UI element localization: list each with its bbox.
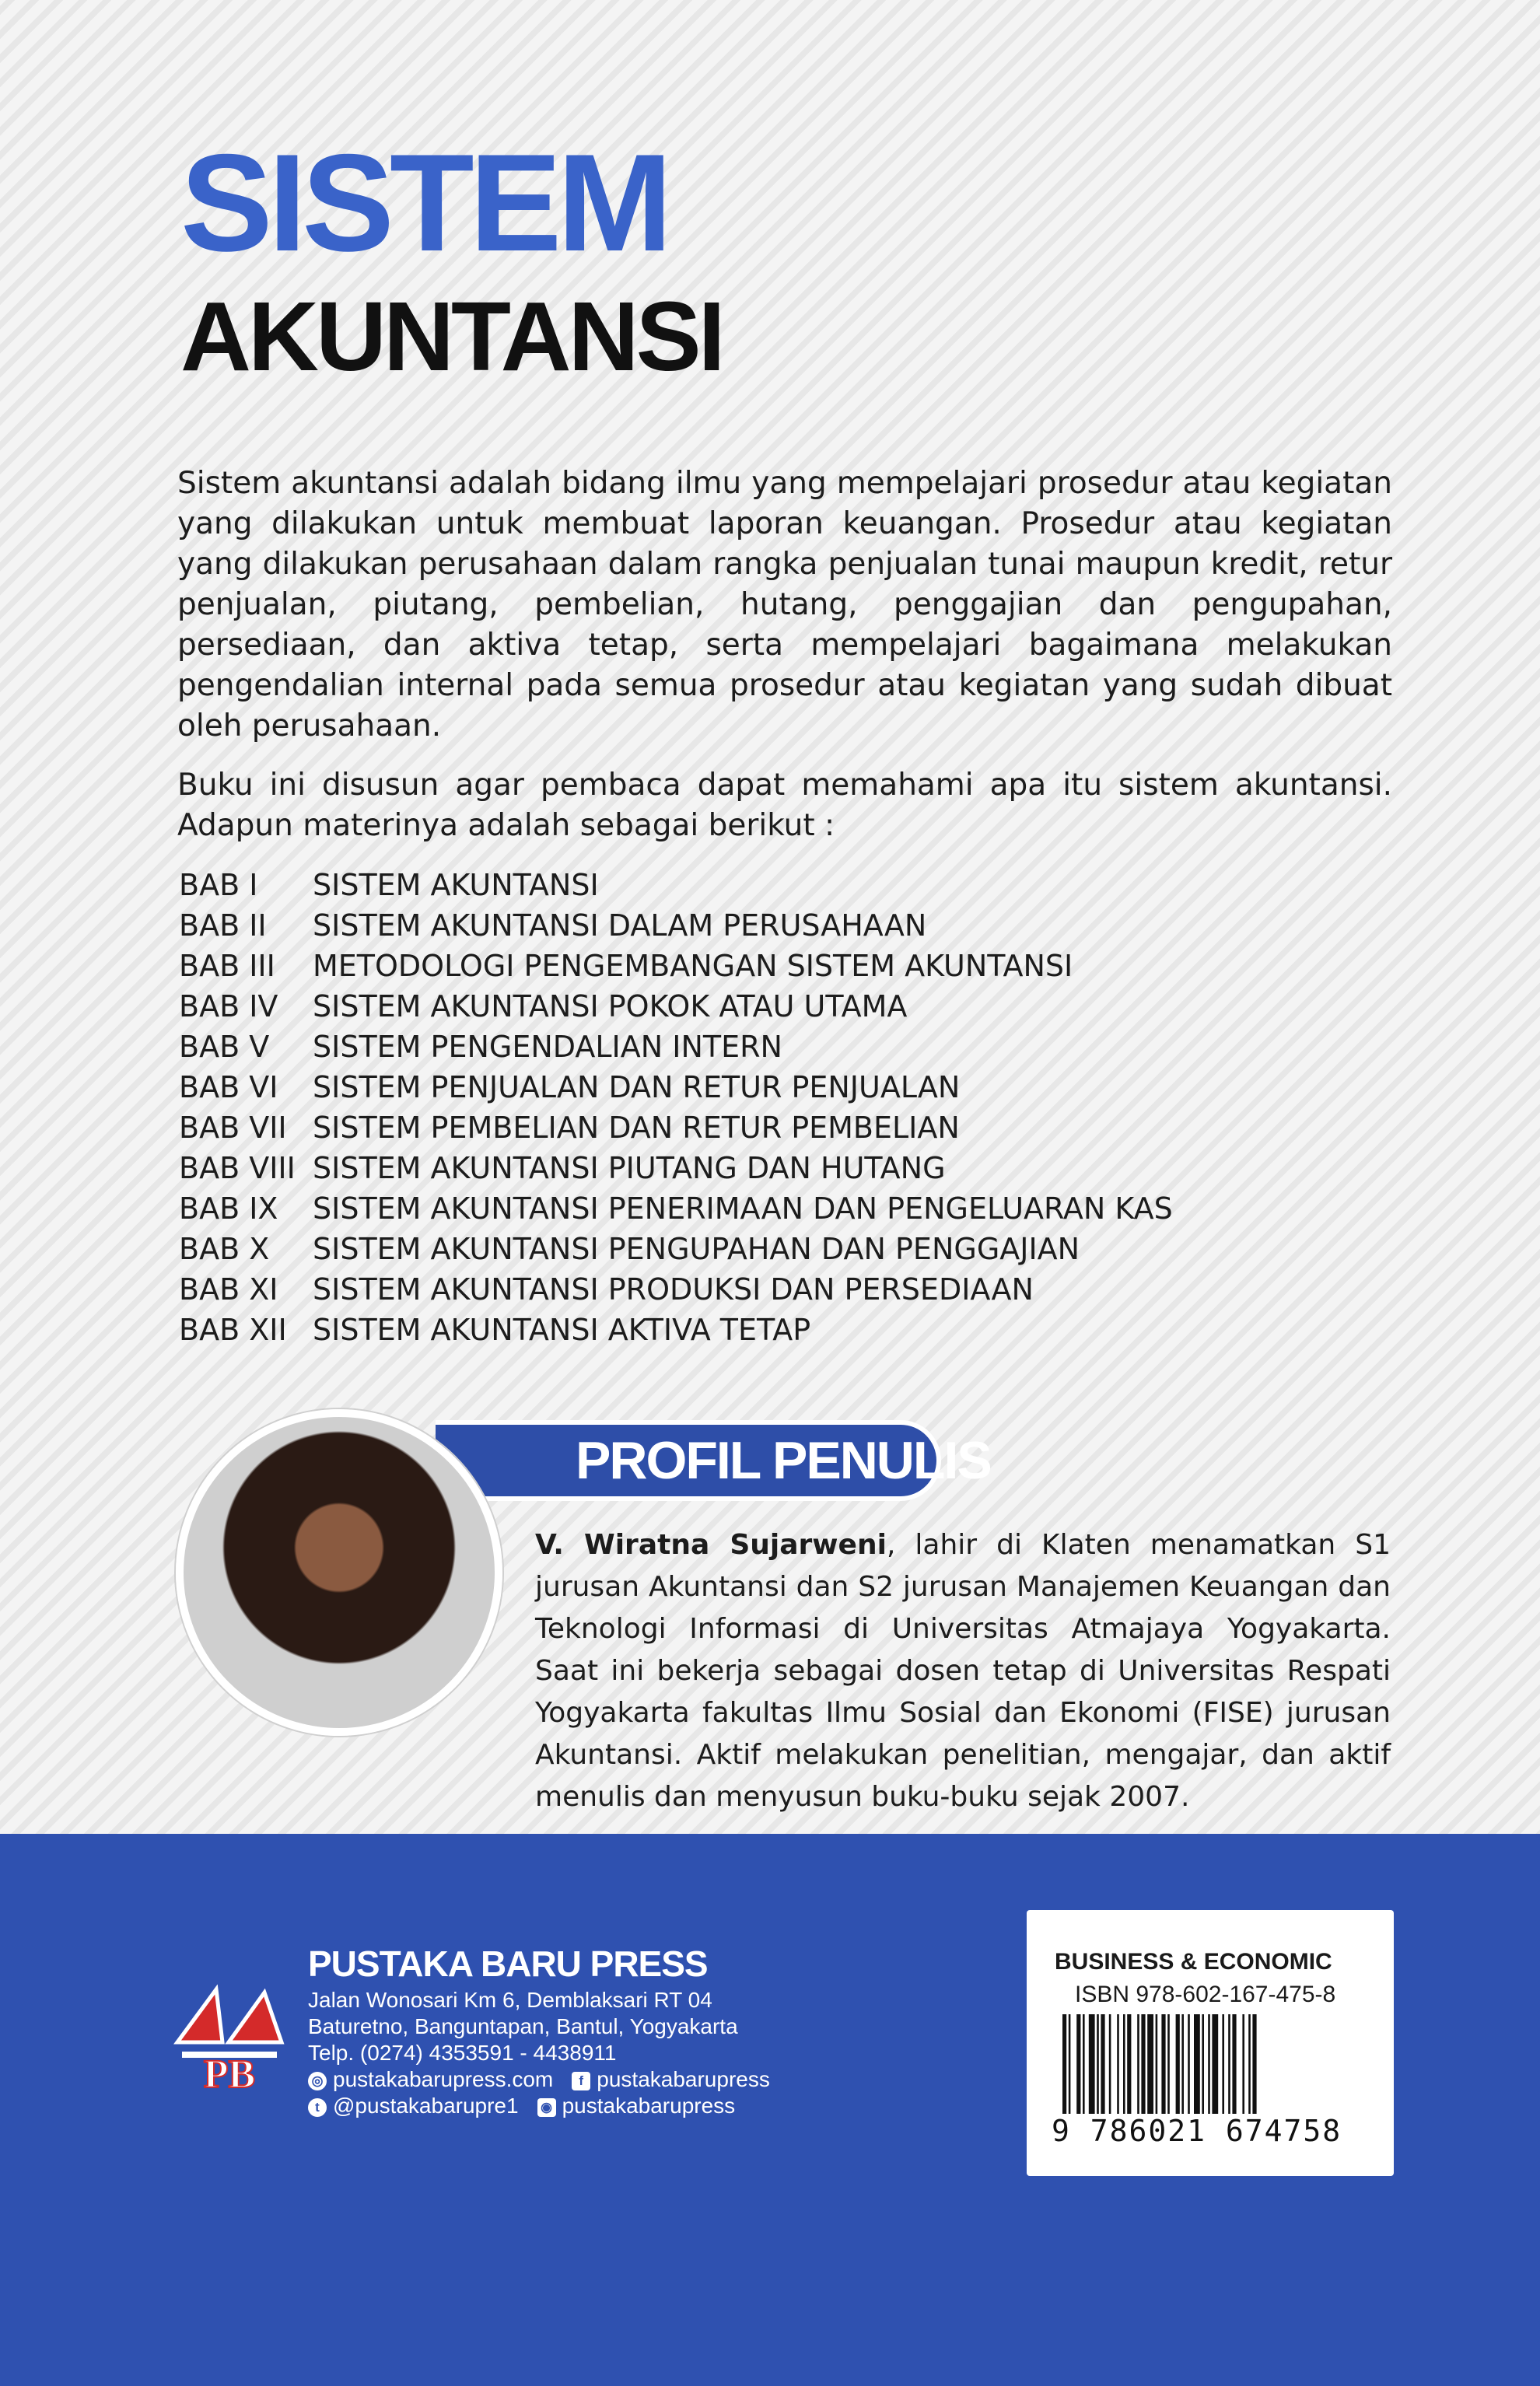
globe-icon: ◎ [308, 2072, 327, 2090]
barcode-bar [1161, 2014, 1165, 2114]
barcode-bar [1202, 2014, 1204, 2114]
barcode-bar [1222, 2014, 1224, 2114]
author-bio-text: , lahir di Klaten menamatkan S1 jurusan Akuntansi dan S2 jurusan Manajemen Keuangan dan Teknologi Informasi di Universitas Atmajaya Yogyakarta. Saat ini bekerja sebagai dosen tetap di Universitas Respati Yogyakarta fakultas Ilmu Sosial dan Ekonomi (FISE) jurusan Akuntansi. Aktif melakukan penelitian, mengajar, dan aktif menulis dan menyusun buku-buku sejak 2007. [535, 1529, 1391, 1813]
barcode-bar [1101, 2014, 1104, 2114]
publisher-social-row2 [308, 2094, 735, 2118]
chapter-number: BAB V [179, 1030, 270, 1064]
barcode-bar [1242, 2014, 1244, 2114]
publisher-address-line1: Jalan Wonosari Km 6, Demblaksari RT 04 [308, 1988, 712, 2012]
publisher-website[interactable]: pustakabarupress.com [333, 2067, 554, 2091]
chapter-number: BAB XII [179, 1313, 287, 1347]
chapter-title: SISTEM AKUNTANSI PENERIMAAN DAN PENGELUARAN KAS [313, 1191, 1173, 1226]
chapter-title: SISTEM AKUNTANSI POKOK ATAU UTAMA [313, 989, 908, 1023]
chapter-title: SISTEM AKUNTANSI PENGUPAHAN DAN PENGGAJIAN [313, 1232, 1080, 1266]
chapter-number: BAB VI [179, 1070, 278, 1104]
barcode-bar [1123, 2014, 1125, 2114]
contents-intro-paragraph: Buku ini disusun agar pembaca dapat memahami apa itu sistem akuntansi. Adapun materinya adalah sebagai berikut : [177, 768, 1392, 843]
book-title-line1: SISTEM [180, 125, 668, 280]
isbn-digits: 9 786021 674758 [1052, 2114, 1342, 2148]
book-title-line2: AKUNTANSI [180, 282, 723, 391]
author-photo [176, 1409, 502, 1736]
publisher-name: PUSTAKA BARU PRESS [308, 1943, 708, 1984]
barcode-bar [1109, 2014, 1111, 2114]
chapter-number: BAB III [179, 949, 275, 983]
chapter-number: BAB VII [179, 1111, 287, 1145]
chapter-title: SISTEM AKUNTANSI PIUTANG DAN HUTANG [313, 1151, 946, 1185]
publisher-social-row1 [308, 2067, 770, 2092]
chapter-item [179, 1269, 1173, 1310]
barcode-bar [1228, 2014, 1230, 2114]
twitter-icon: t [308, 2098, 327, 2117]
chapter-item [179, 1027, 1173, 1067]
publisher-phone: Telp. (0274) 4353591 - 4438911 [308, 2041, 617, 2065]
chapter-item [179, 1310, 1173, 1350]
profile-heading: PROFIL PENULIS [576, 1431, 991, 1490]
chapter-title: SISTEM AKUNTANSI DALAM PERUSAHAAN [313, 908, 927, 943]
barcode-bar [1176, 2014, 1180, 2114]
barcode-bar [1127, 2014, 1131, 2114]
chapter-title: SISTEM AKUNTANSI PRODUKSI DAN PERSEDIAAN [313, 1272, 1034, 1307]
publisher-logo-text: PB [203, 2052, 256, 2090]
chapter-title: SISTEM AKUNTANSI [313, 868, 599, 902]
publisher-instagram[interactable]: pustakabarupress [562, 2094, 736, 2118]
chapter-item [179, 1188, 1173, 1229]
facebook-icon: f [572, 2072, 590, 2090]
barcode-bar [1076, 2014, 1080, 2114]
barcode-bar [1181, 2014, 1184, 2114]
barcode-bar [1248, 2014, 1251, 2114]
chapter-item [179, 1067, 1173, 1107]
publisher-twitter[interactable]: @pustakabarupre1 [333, 2094, 519, 2118]
barcode-bar [1212, 2014, 1218, 2114]
author-name: V. Wiratna Sujarweni [535, 1529, 887, 1561]
barcode-bar [1147, 2014, 1153, 2114]
chapter-item [179, 1148, 1173, 1188]
chapter-title: SISTEM PENJUALAN DAN RETUR PENJUALAN [313, 1070, 961, 1104]
chapter-item [179, 865, 1173, 905]
barcode-bar [1194, 2014, 1200, 2114]
instagram-icon: ◉ [537, 2098, 556, 2117]
chapter-title: SISTEM PEMBELIAN DAN RETUR PEMBELIAN [313, 1111, 960, 1145]
barcode-bar [1089, 2014, 1095, 2114]
chapter-item [179, 1229, 1173, 1269]
barcode-bar [1141, 2014, 1145, 2114]
barcode-bar [1137, 2014, 1139, 2114]
publisher-facebook[interactable]: pustakabarupress [597, 2067, 770, 2091]
chapter-title: SISTEM AKUNTANSI AKTIVA TETAP [313, 1313, 811, 1347]
chapter-number: BAB VIII [179, 1151, 296, 1185]
isbn-number: ISBN 978-602-167-475-8 [1075, 1982, 1336, 2007]
chapter-number: BAB I [179, 868, 258, 902]
chapter-number: BAB XI [179, 1272, 278, 1307]
isbn-category: BUSINESS & ECONOMIC [1055, 1949, 1332, 1975]
chapter-title: SISTEM PENGENDALIAN INTERN [313, 1030, 782, 1064]
description-paragraph: Sistem akuntansi adalah bidang ilmu yang mempelajari prosedur atau kegiatan yang dilakukan untuk membuat laporan keuangan. Prosedur atau kegiatan yang dilakukan perusahaan dalam rangka penjualan tunai maupun kredit, retur penjualan, piutang, pembelian, hutang, penggajian dan pengupahan, persediaan, dan aktiva tetap, serta mempelajari bagaimana melakukan pengendalian internal pada semua prosedur atau kegiatan yang sudah dibuat oleh perusahaan. [177, 466, 1392, 743]
chapter-number: BAB IV [179, 989, 278, 1023]
chapter-title: METODOLOGI PENGEMBANGAN SISTEM AKUNTANSI [313, 949, 1073, 983]
barcode-bar [1083, 2014, 1085, 2114]
barcode-bar [1188, 2014, 1190, 2114]
barcode-bar [1167, 2014, 1170, 2114]
publisher-address-line2: Baturetno, Banguntapan, Bantul, Yogyakarta [308, 2014, 738, 2038]
chapter-item [179, 1107, 1173, 1148]
chapter-number: BAB X [179, 1232, 270, 1266]
barcode-bar [1232, 2014, 1236, 2114]
chapter-number: BAB II [179, 908, 267, 943]
barcode-bar [1062, 2014, 1066, 2114]
publisher-logo-icon [171, 1982, 288, 2090]
author-bio [535, 1524, 1391, 1818]
barcode-bar [1156, 2014, 1158, 2114]
barcode-bar [1208, 2014, 1210, 2114]
chapter-item [179, 905, 1173, 946]
barcode-bar [1097, 2014, 1099, 2114]
chapter-item [179, 946, 1173, 986]
chapter-list [179, 865, 1173, 1350]
barcode-bar [1117, 2014, 1119, 2114]
chapter-number: BAB IX [179, 1191, 278, 1226]
chapter-item [179, 986, 1173, 1027]
barcode-bar [1069, 2014, 1071, 2114]
barcode-bar [1252, 2014, 1256, 2114]
